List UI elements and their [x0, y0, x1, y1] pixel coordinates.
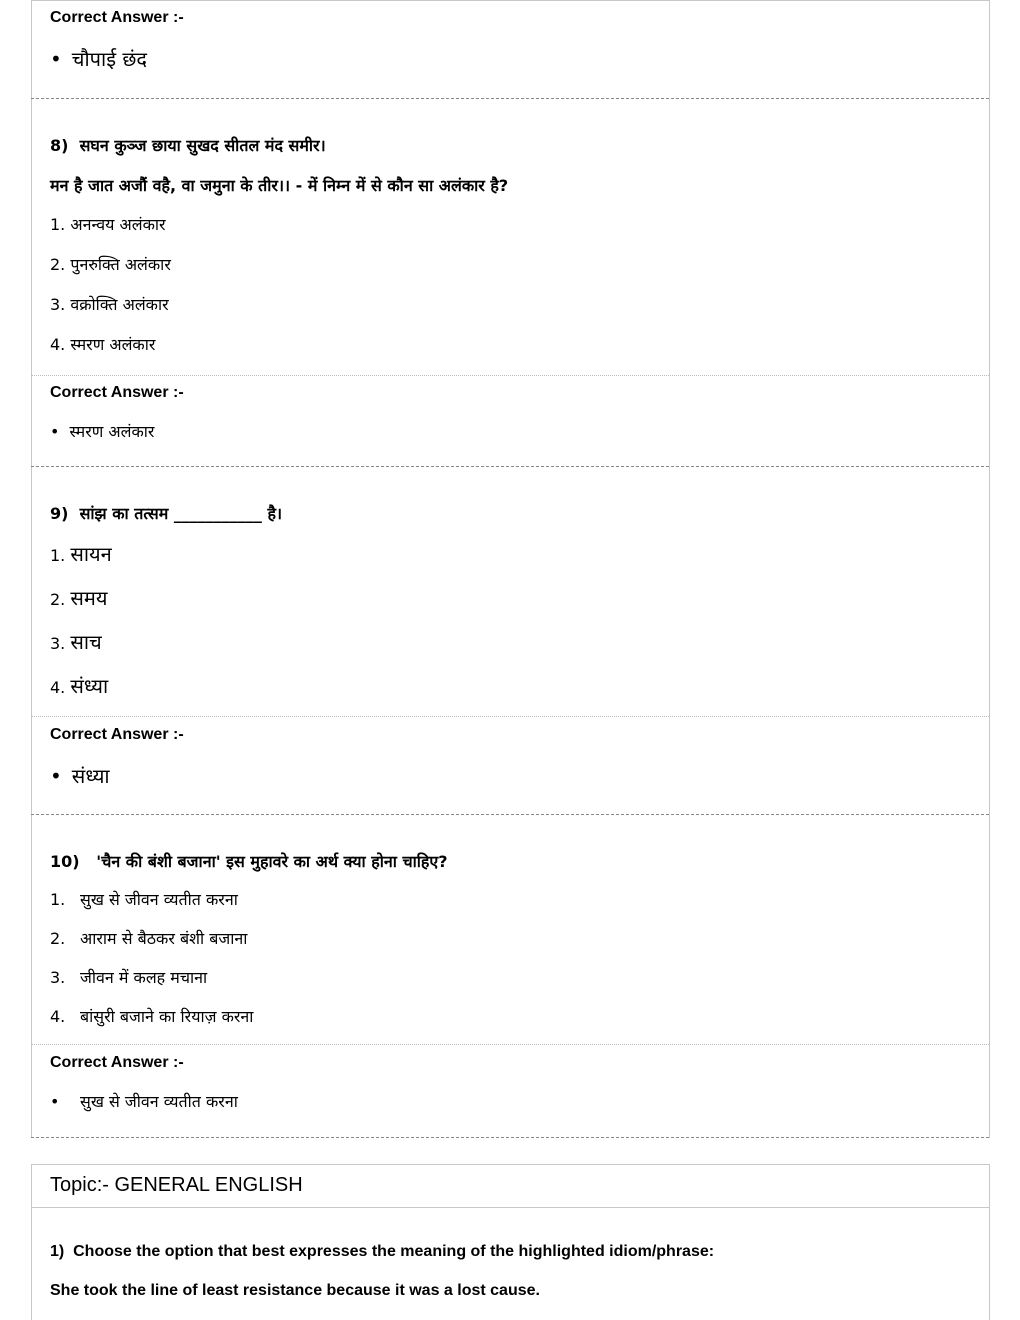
q10-text: 'चैन की बंशी बजाना' इस मुहावरे का अर्थ क्या होना चाहिए? [96, 852, 448, 871]
option-number: 1. [50, 890, 66, 909]
q9-option-2 [50, 584, 107, 611]
q10-number: 10) [50, 852, 80, 871]
q9-number: 9) [50, 504, 69, 523]
option-text: बांसुरी बजाने का रियाज़ करना [80, 1007, 254, 1026]
q8-text-line2: मन है जात अजौं वहै, वा जमुना के तीर।। - में निम्न में से कौन सा अलंकार है? [50, 176, 509, 195]
eng-q1-number: 1) [50, 1243, 65, 1260]
q7-answer: • चौपाई छंद [50, 45, 147, 72]
correct-answer-label: Correct Answer :- [50, 9, 184, 26]
question-divider [31, 466, 989, 467]
q9-answer: • संध्या [50, 762, 110, 789]
option-text: संध्या [70, 674, 109, 698]
option-text: जीवन में कलह मचाना [80, 968, 208, 987]
q10-option-2 [50, 927, 247, 949]
bullet: • [50, 1092, 60, 1111]
answer-text: सुख से जीवन व्यतीत करना [80, 1092, 238, 1111]
q9-option-4 [50, 672, 108, 699]
q8-option-4: 4. स्मरण अलंकार [50, 335, 156, 354]
question-divider [31, 814, 989, 815]
q8-line1 [50, 134, 326, 156]
eng-q1-question [50, 1243, 714, 1261]
eng-q1-sentence: She took the line of least resistance because it was a lost cause. [50, 1282, 540, 1299]
option-number: 3. [50, 634, 66, 653]
option-text: साच [70, 630, 102, 654]
q9-option-1 [50, 540, 112, 567]
q10-answer [50, 1090, 238, 1112]
topic-title: Topic:- GENERAL ENGLISH [50, 1174, 303, 1196]
correct-answer-label: Correct Answer :- [50, 384, 184, 401]
q9-option-3 [50, 628, 102, 655]
question-divider [31, 98, 989, 99]
q10-option-3 [50, 966, 207, 988]
q8-number: 8) [50, 136, 69, 155]
answer-divider [31, 1044, 989, 1045]
correct-answer-label: Correct Answer :- [50, 1054, 184, 1071]
option-number: 2. [50, 590, 66, 609]
q8-answer: • स्मरण अलंकार [50, 420, 154, 442]
divider [31, 0, 989, 1]
option-number: 3. [50, 968, 66, 987]
english-section-frame [31, 1206, 990, 1320]
eng-q1-text: Choose the option that best expresses the meaning of the highlighted idiom/phrase: [73, 1243, 715, 1260]
q8-option-3: 3. वक्रोक्ति अलंकार [50, 295, 169, 314]
option-number: 4. [50, 678, 66, 697]
option-number: 4. [50, 1007, 66, 1026]
q9-text: सांझ का तत्सम ___________ है। [79, 504, 283, 523]
q9-question [50, 502, 282, 524]
option-number: 1. [50, 546, 66, 565]
q8-option-1: 1. अनन्वय अलंकार [50, 215, 166, 234]
option-text: समय [70, 586, 108, 610]
q8-option-2: 2. पुनरुक्ति अलंकार [50, 255, 171, 274]
question-divider [31, 1137, 989, 1138]
q10-option-4 [50, 1005, 253, 1027]
correct-answer-label: Correct Answer :- [50, 726, 184, 743]
answer-divider [31, 375, 989, 376]
answer-divider [31, 716, 989, 717]
option-number: 2. [50, 929, 66, 948]
q10-option-1 [50, 888, 238, 910]
q8-text-line1: सघन कुञ्ज छाया सुखद सीतल मंद समीर। [79, 136, 326, 155]
option-text: आराम से बैठकर बंशी बजाना [80, 929, 248, 948]
option-text: सुख से जीवन व्यतीत करना [80, 890, 238, 909]
q10-question [50, 850, 448, 872]
option-text: सायन [70, 542, 112, 566]
